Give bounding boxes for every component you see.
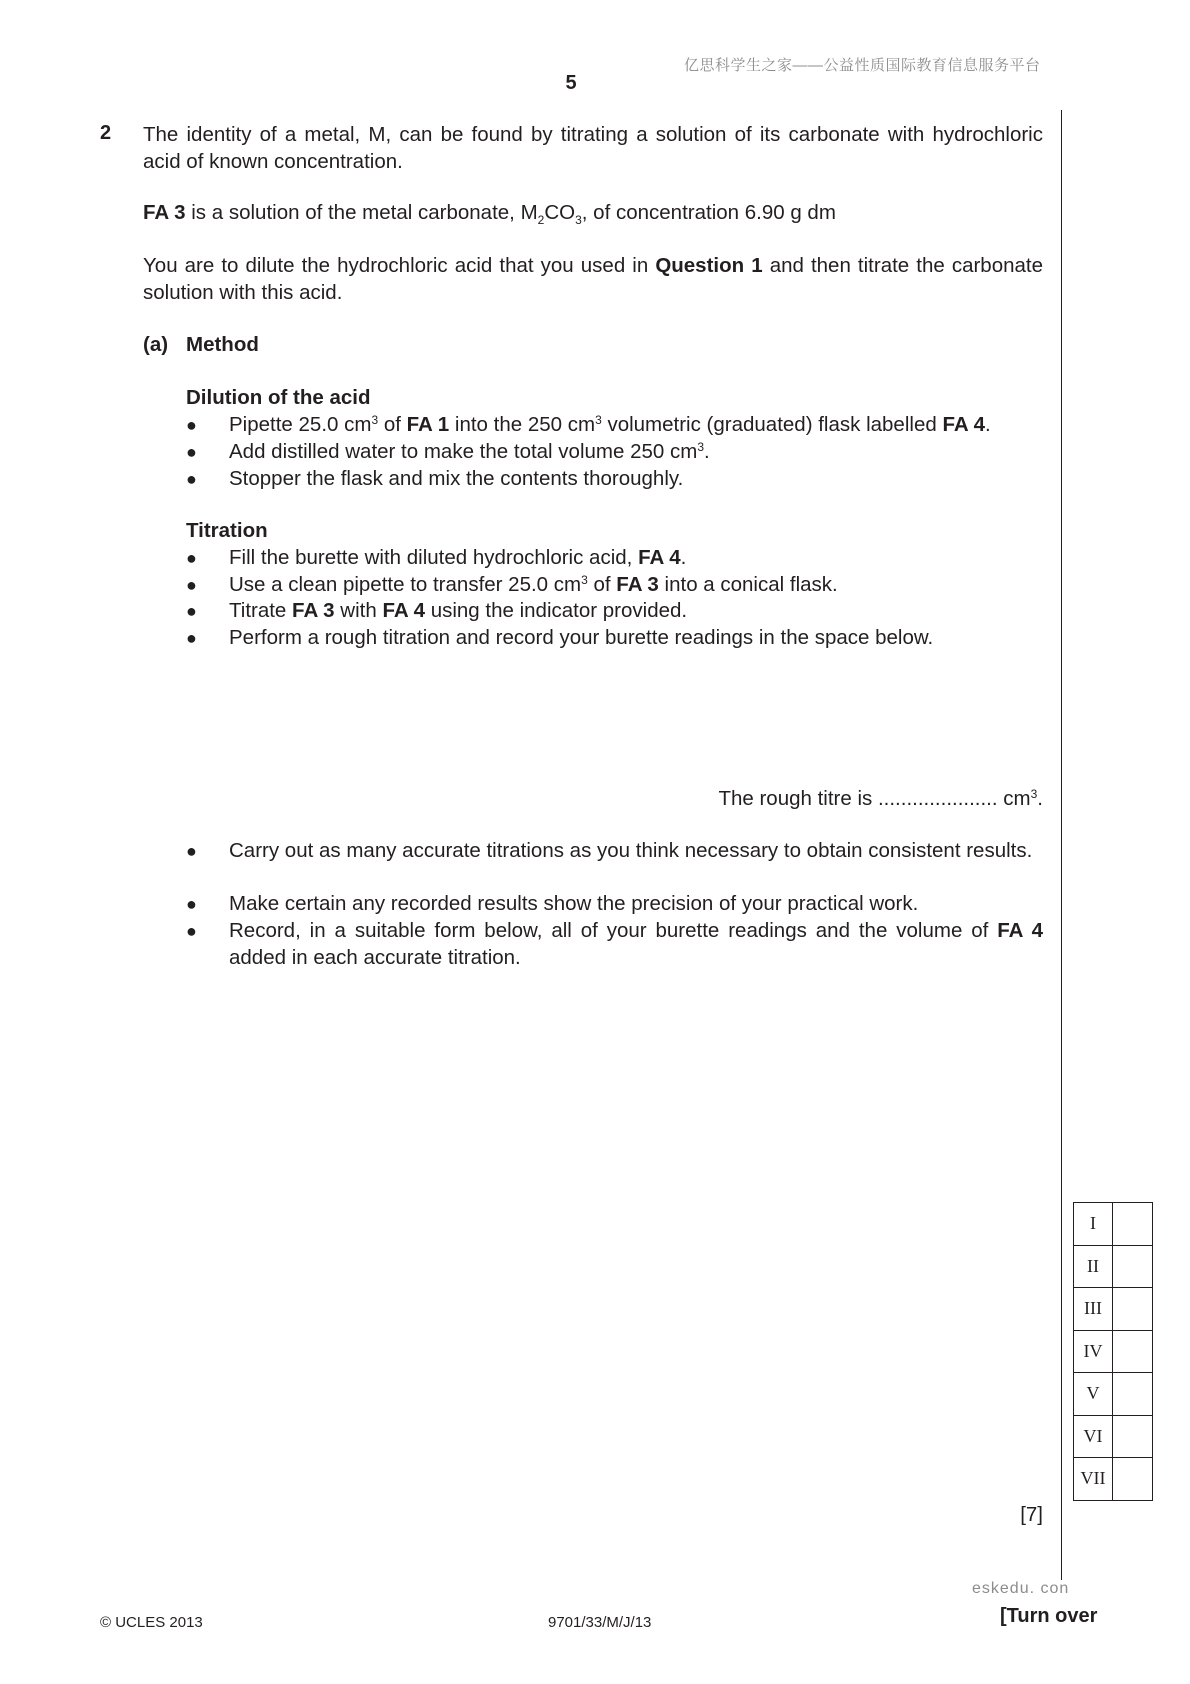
- marks-row-label: IV: [1074, 1330, 1113, 1373]
- marks-row: [1074, 1373, 1153, 1416]
- marks-row-label: III: [1074, 1288, 1113, 1331]
- copyright: © UCLES 2013: [100, 1614, 203, 1631]
- bullet-text: Titrate FA 3 with FA 4 using the indicator provided.: [229, 599, 688, 622]
- bullet-text: Perform a rough titration and record your burette readings in the space below.: [229, 626, 934, 649]
- part-a-label: (a): [143, 333, 169, 356]
- marks-box[interactable]: [1113, 1330, 1153, 1373]
- marks-box[interactable]: [1113, 1373, 1153, 1416]
- question-intro: The identity of a metal, M, can be found by titrating a solution of its carbonate with hydrochloric acid of known concentration.: [143, 123, 1043, 173]
- marks-box[interactable]: [1113, 1415, 1153, 1458]
- fa3-text-1: is a solution of the metal carbonate, M: [185, 201, 538, 224]
- bullet-text: Pipette 25.0 $cm^3$ of FA 1 into the 250 $cm^3$ volumetric (graduated) flask labelled FA 4.: [229, 413, 991, 436]
- marks-row-label: V: [1074, 1373, 1113, 1416]
- bullet-icon: ●: [186, 575, 197, 595]
- fa3-statement: [143, 200, 1043, 227]
- marks-row: [1074, 1330, 1153, 1373]
- instruction-bold: Question 1: [655, 254, 763, 277]
- instruction-text-1: You are to dilute the hydrochloric acid that you used in: [143, 254, 656, 277]
- bullet-text: Carry out as many accurate titrations as you think necessary to obtain consistent results.: [229, 839, 1033, 862]
- bullet-text: Record, in a suitable form below, all of your burette readings and the volume of FA 4 added in each accurate titration.: [229, 919, 1043, 969]
- instruction-text-2: and then titrate the carbonate solution with this acid.: [143, 254, 1043, 304]
- titration-heading: Titration: [186, 519, 268, 542]
- marks-row-label: VI: [1074, 1415, 1113, 1458]
- marks-row: [1074, 1245, 1153, 1288]
- marks-box[interactable]: [1113, 1458, 1153, 1501]
- paper-code: 9701/33/M/J/13: [548, 1614, 652, 1631]
- marks-row: [1074, 1458, 1153, 1501]
- bullet-icon: ●: [186, 601, 197, 621]
- marks-grid: [1073, 1202, 1153, 1501]
- question-number: 2: [100, 122, 112, 144]
- bullet-text: Fill the burette with diluted hydrochloric acid, FA 4.: [229, 546, 687, 569]
- page-number: 5: [565, 72, 577, 94]
- bullet-icon: ●: [186, 921, 197, 941]
- fa3-subscript-2: 3: [575, 213, 582, 227]
- marks-box[interactable]: [1113, 1288, 1153, 1331]
- part-a-title: Method: [186, 333, 259, 356]
- total-marks: [7]: [1020, 1503, 1043, 1526]
- bullet-icon: ●: [186, 628, 197, 648]
- turn-over: [Turn over: [1000, 1605, 1098, 1627]
- bullet-icon: ●: [186, 442, 197, 462]
- fa3-text-3: , of concentration 6.90 g dm: [581, 201, 836, 224]
- marks-box[interactable]: [1113, 1203, 1153, 1246]
- marks-box[interactable]: [1113, 1245, 1153, 1288]
- marks-row: [1074, 1415, 1153, 1458]
- dilution-heading: Dilution of the acid: [186, 386, 371, 409]
- marks-row-label: VII: [1074, 1458, 1113, 1501]
- footer-watermark: eskedu. con: [972, 1580, 1070, 1597]
- marks-row: [1074, 1203, 1153, 1246]
- fa3-text-2: CO: [544, 201, 576, 224]
- bullet-text: Stopper the flask and mix the contents thoroughly.: [229, 467, 684, 490]
- bullet-text: Add distilled water to make the total volume 250 $cm^3$.: [229, 440, 710, 463]
- margin-rule: [1061, 110, 1062, 1580]
- fa3-subscript-1: 2: [537, 213, 545, 227]
- bullet-icon: ●: [186, 548, 197, 568]
- instruction-text: [143, 253, 1043, 306]
- marks-row-label: I: [1074, 1203, 1113, 1246]
- bullet-icon: ●: [186, 841, 197, 861]
- bullet-text: Use a clean pipette to transfer 25.0 $cm^3$ of FA 3 into a conical flask.: [229, 573, 838, 596]
- header-watermark: 亿思科学生之家——公益性质国际教育信息服务平台: [684, 57, 1041, 74]
- marks-row: [1074, 1288, 1153, 1331]
- rough-titre-line: The rough titre is ..................... $cm^3$.: [718, 787, 1043, 810]
- marks-row-label: II: [1074, 1245, 1113, 1288]
- fa3-label: FA 3: [143, 201, 186, 224]
- bullet-icon: ●: [186, 415, 197, 435]
- bullet-text: Make certain any recorded results show the precision of your practical work.: [229, 892, 919, 915]
- bullet-icon: ●: [186, 469, 197, 489]
- bullet-icon: ●: [186, 894, 197, 914]
